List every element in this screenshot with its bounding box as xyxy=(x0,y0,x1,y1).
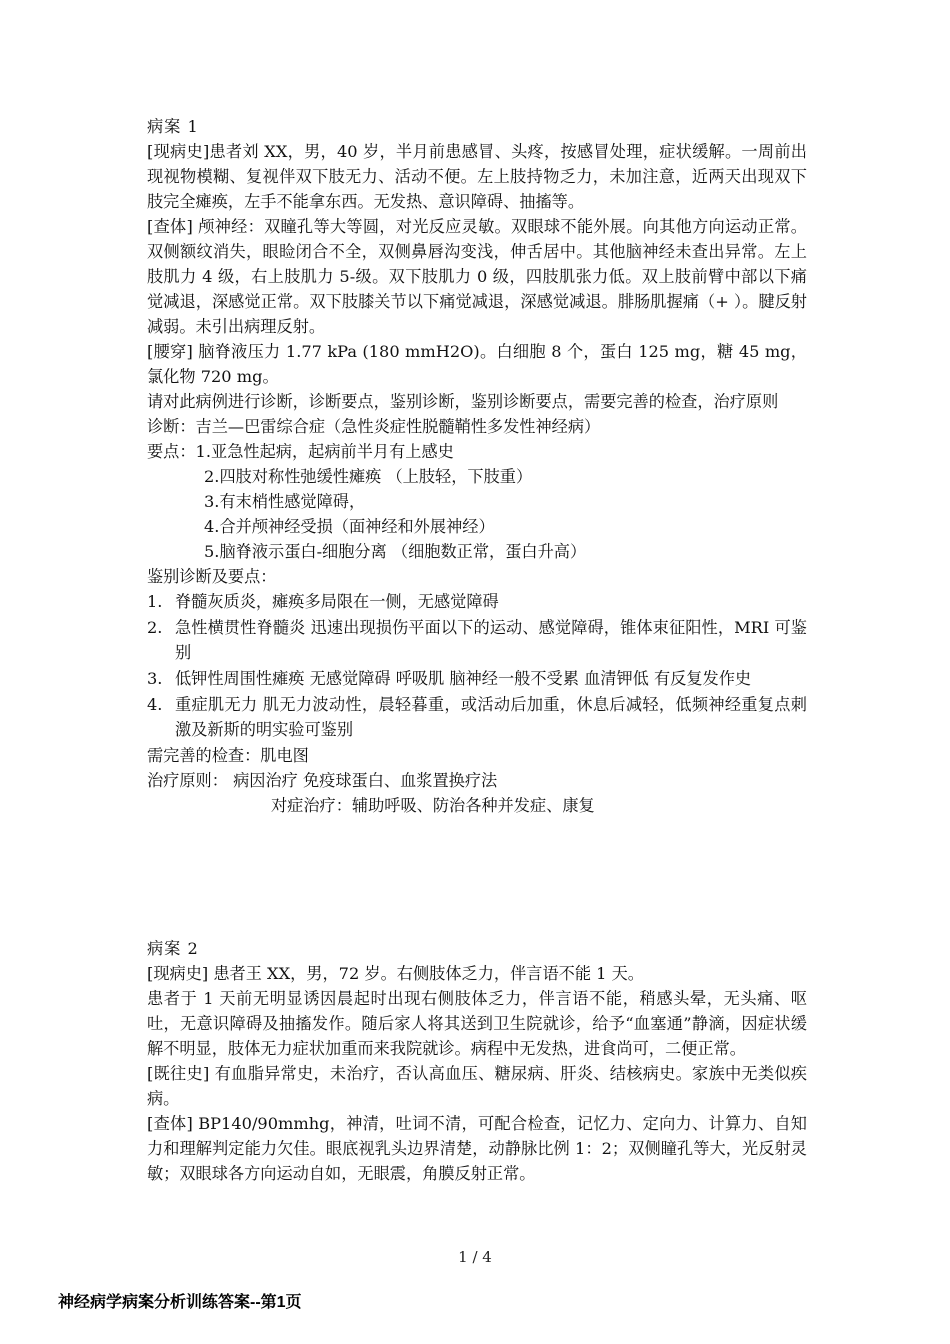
case-2-title: 病案 2 xyxy=(147,939,199,958)
case-1-point-5: 5.脑脊液示蛋白-细胞分离 （细胞数正常，蛋白升高） xyxy=(204,542,587,561)
differential-item: 3. 低钾性周围性瘫痪 无感觉障碍 呼吸肌 脑神经一般不受累 血清钾低 有反复发作史 xyxy=(147,669,752,688)
case-1-exam: [查体] 颅神经：双瞳孔等大等圆，对光反应灵敏。双眼球不能外展。向其他方向运动正常。双侧额纹消失，眼睑闭合不全，双侧鼻唇沟变浅，伸舌居中。其他脑神经未查出异常。左上肢肌力 4 级，右上肢肌力 5-级。双下肢肌力 0 级，四肢肌张力低。双上肢前臂中部以下痛觉减退，深感觉正常。双下肢膝关节以下痛觉减退，深感觉减退。腓肠肌握痛（+ ）。腱反射减弱。未引出病理反射。 xyxy=(147,217,807,336)
case-1-treatment-symptomatic: 对症治疗：辅助呼吸、防治各种并发症、康复 xyxy=(271,796,595,815)
case-1-section xyxy=(147,114,807,818)
case-2-exam: [查体] BP140/90mmhg，神清，吐词不清，可配合检查，记忆力、定向力、计算力、自知力和理解判定能力欠佳。眼底视乳头边界清楚，动静脉比例 1：2；双侧瞳孔等大，光反射灵敏；双眼球各方向运动自如，无眼震，角膜反射正常。 xyxy=(147,1114,807,1183)
case-2-history-body: 患者于 1 天前无明显诱因晨起时出现右侧肢体乏力，伴言语不能，稍感头晕，无头痛、呕吐，无意识障碍及抽搐发作。随后家人将其送到卫生院就诊，给予“血塞通”静滴，因症状缓解不明显，肢体无力症状加重而来我院就诊。病程中无发热，进食尚可，二便正常。 xyxy=(147,989,807,1058)
case-1-point-3: 3.有末梢性感觉障碍， xyxy=(204,492,366,511)
case-1-point-2: 2.四肢对称性弛缓性瘫痪 （上肢轻，下肢重） xyxy=(204,467,533,486)
case-1-tests: 需完善的检查：肌电图 xyxy=(147,746,309,765)
case-1-title: 病案 1 xyxy=(147,117,199,136)
differential-title: 鉴别诊断及要点： xyxy=(147,567,277,586)
case-1-diagnosis: 诊断：吉兰—巴雷综合症（急性炎症性脱髓鞘性多发性神经病） xyxy=(147,417,601,436)
case-2-section xyxy=(147,936,807,1186)
case-2-history-head: [现病史] 患者王 XX，男，72 岁。右侧肢体乏力，伴言语不能 1 天。 xyxy=(147,964,644,983)
page-number: 1 / 4 xyxy=(458,1248,492,1266)
case-1-point-1: 要点：1.亚急性起病，起病前半月有上感史 xyxy=(147,442,454,461)
differential-item: 1. 脊髓灰质炎，瘫痪多局限在一侧，无感觉障碍 xyxy=(147,592,499,611)
case-1-history: [现病史]患者刘 XX，男，40 岁，半月前患感冒、头疼，按感冒处理，症状缓解。一周前出现视物模糊、复视伴双下肢无力、活动不便。左上肢持物乏力，未加注意，近两天出现双下肢完全瘫痪，左手不能拿东西。无发热、意识障碍、抽搐等。 xyxy=(147,142,807,211)
case-1-treatment: 治疗原则： 病因治疗 免疫球蛋白、血浆置换疗法 xyxy=(147,771,498,790)
case-1-point-4: 4.合并颅神经受损（面神经和外展神经） xyxy=(204,517,495,536)
document-title-footer: 神经病学病案分析训练答案--第1页 xyxy=(58,1294,302,1311)
case-2-past-history: [既往史] 有血脂异常史，未治疗，否认高血压、糖尿病、肝炎、结核病史。家族中无类似疾病。 xyxy=(147,1064,807,1108)
differential-item: 4. 重症肌无力 肌无力波动性，晨轻暮重，或活动后加重，休息后减轻，低频神经重复点刺激及新斯的明实验可鉴别 xyxy=(147,695,807,739)
case-1-question: 请对此病例进行诊断，诊断要点，鉴别诊断，鉴别诊断要点，需要完善的检查，治疗原则 xyxy=(147,392,779,411)
differential-item: 2. 急性横贯性脊髓炎 迅速出现损伤平面以下的运动、感觉障碍，锥体束征阳性，MRI 可鉴别 xyxy=(147,618,807,662)
case-1-lumbar: [腰穿] 脑脊液压力 1.77 kPa (180 mmH2O)。白细胞 8 个，蛋白 125 mg，糖 45 mg，氯化物 720 mg。 xyxy=(147,342,807,386)
differential-list xyxy=(147,589,807,742)
